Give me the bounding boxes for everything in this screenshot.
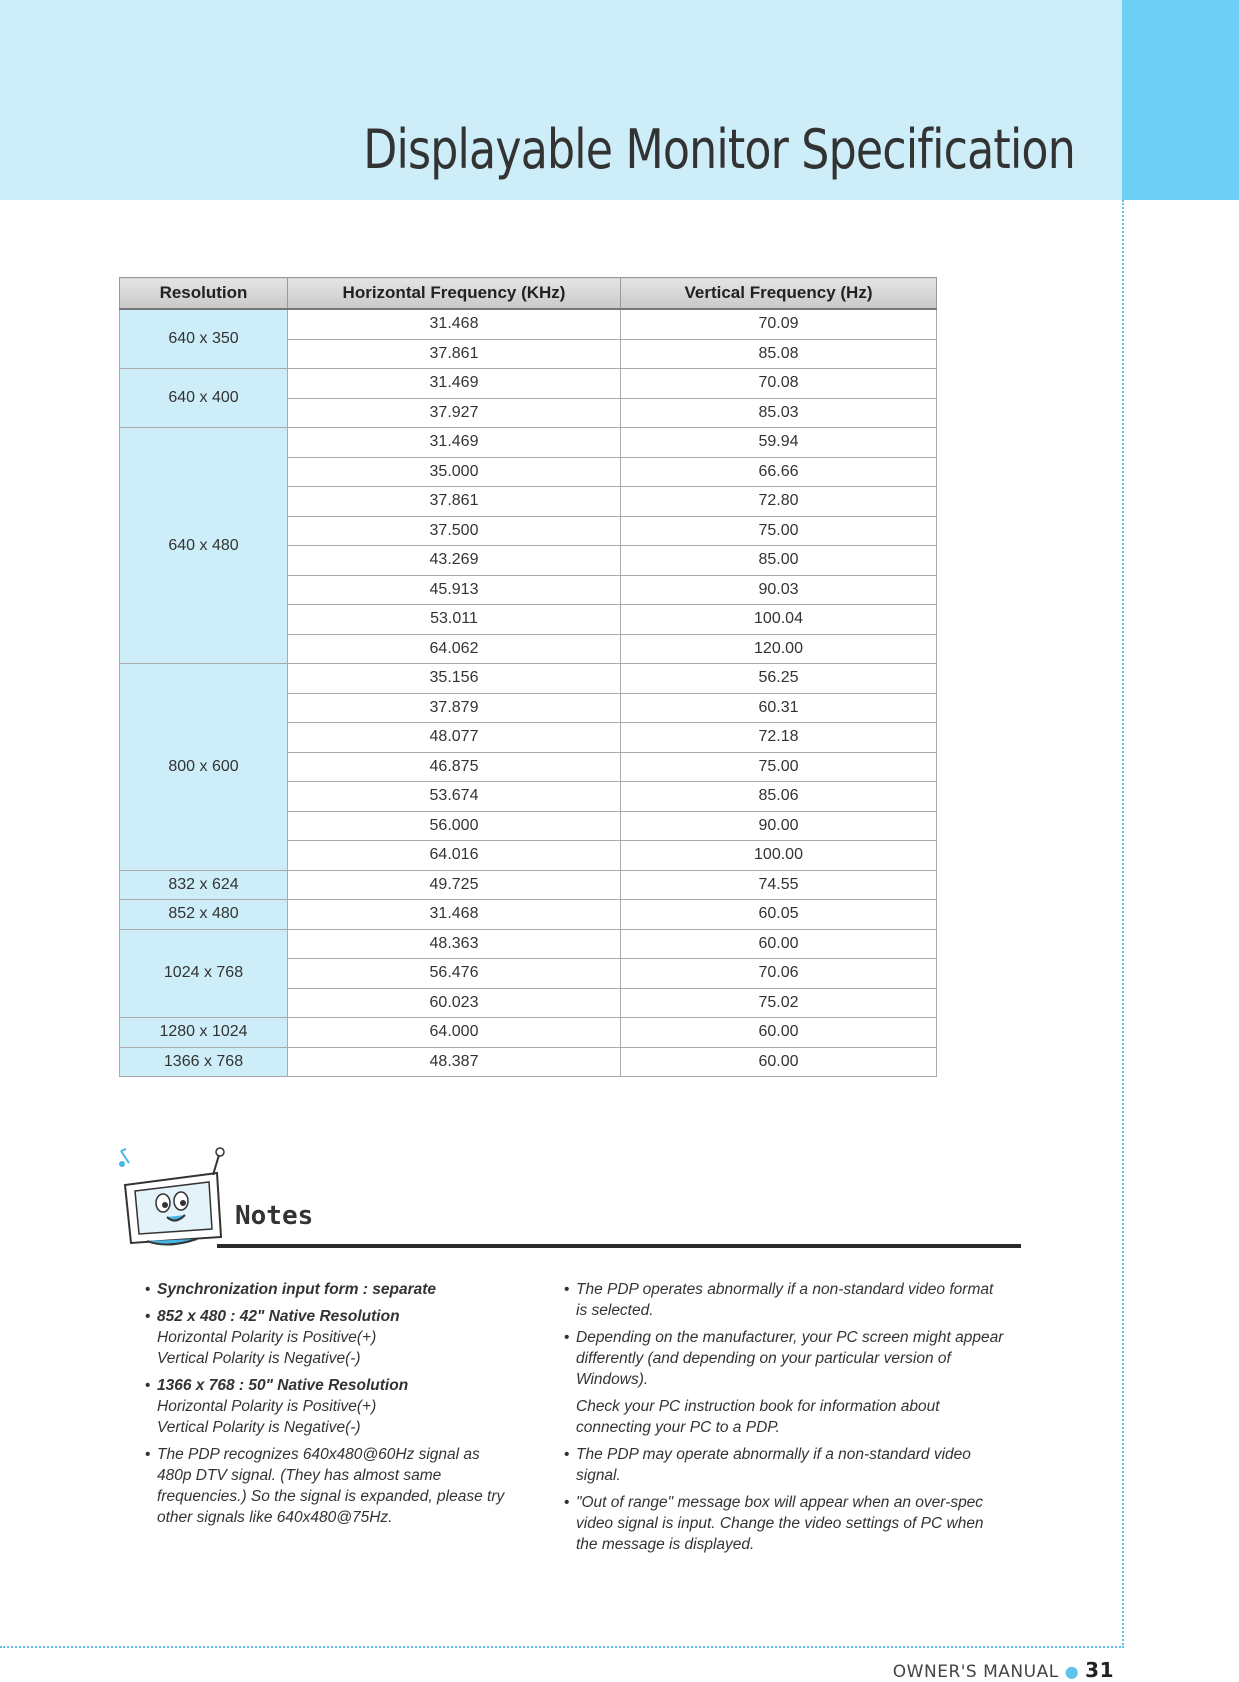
horizontal-frequency-cell: 48.363 [288, 929, 621, 959]
vertical-frequency-cell: 100.00 [621, 841, 937, 871]
vertical-frequency-cell: 60.00 [621, 929, 937, 959]
vertical-frequency-cell: 75.00 [621, 752, 937, 782]
horizontal-frequency-cell: 37.879 [288, 693, 621, 723]
vertical-frequency-cell: 90.03 [621, 575, 937, 605]
horizontal-frequency-cell: 37.500 [288, 516, 621, 546]
vertical-frequency-cell: 70.06 [621, 959, 937, 989]
page-title: Displayable Monitor Specification [363, 118, 1075, 181]
resolution-cell: 640 x 480 [120, 428, 288, 664]
vertical-frequency-cell: 85.06 [621, 782, 937, 812]
horizontal-frequency-cell: 35.000 [288, 457, 621, 487]
note-item [145, 1306, 515, 1369]
vertical-frequency-cell: 59.94 [621, 428, 937, 458]
horizontal-frequency-cell: 60.023 [288, 988, 621, 1018]
note-heading: 852 x 480 : 42" Native Resolution [157, 1308, 400, 1325]
horizontal-frequency-cell: 48.077 [288, 723, 621, 753]
notes-title: Notes [235, 1201, 314, 1231]
table-row [120, 900, 937, 930]
note-line: Vertical Polarity is Negative(-) [157, 1350, 361, 1367]
vertical-frequency-cell: 85.03 [621, 398, 937, 428]
resolution-cell: 1280 x 1024 [120, 1018, 288, 1048]
resolution-cell: 852 x 480 [120, 900, 288, 930]
horizontal-frequency-cell: 45.913 [288, 575, 621, 605]
horizontal-frequency-cell: 48.387 [288, 1047, 621, 1077]
note-item [145, 1279, 515, 1300]
page-footer [893, 1658, 1114, 1682]
vertical-frequency-cell: 100.04 [621, 605, 937, 635]
vertical-frequency-cell: 85.00 [621, 546, 937, 576]
horizontal-frequency-cell: 43.269 [288, 546, 621, 576]
note-line: Vertical Polarity is Negative(-) [157, 1419, 361, 1436]
vertical-frequency-cell: 85.08 [621, 339, 937, 369]
header-tab [1122, 0, 1239, 200]
right-dotted-border [1122, 200, 1124, 1648]
resolution-cell: 1366 x 768 [120, 1047, 288, 1077]
note-item [145, 1375, 515, 1438]
table-row [120, 870, 937, 900]
vertical-frequency-cell: 60.05 [621, 900, 937, 930]
horizontal-frequency-cell: 64.016 [288, 841, 621, 871]
page-number: 31 [1085, 1658, 1114, 1682]
tv-mascot-icon [117, 1145, 227, 1249]
vertical-frequency-cell: 120.00 [621, 634, 937, 664]
spec-table [119, 277, 937, 1077]
resolution-cell: 640 x 350 [120, 309, 288, 369]
horizontal-frequency-cell: 37.861 [288, 487, 621, 517]
note-heading: Synchronization input form : separate [157, 1281, 437, 1298]
table-row [120, 1018, 937, 1048]
vertical-frequency-cell: 70.08 [621, 369, 937, 399]
horizontal-frequency-cell: 31.469 [288, 369, 621, 399]
vertical-frequency-cell: 72.80 [621, 487, 937, 517]
table-row [120, 1047, 937, 1077]
note-item [564, 1327, 1004, 1438]
spec-table-body [120, 309, 937, 1077]
note-item [564, 1279, 1004, 1321]
note-item [564, 1444, 1004, 1486]
table-row [120, 664, 937, 694]
note-line: • The PDP operates abnormally if a non-standard video format is selected. [576, 1281, 994, 1319]
resolution-cell: 800 x 600 [120, 664, 288, 871]
vertical-frequency-cell: 60.00 [621, 1047, 937, 1077]
note-line: Check your PC instruction book for information about connecting your PC to a PDP. [576, 1398, 940, 1436]
vertical-frequency-cell: 60.00 [621, 1018, 937, 1048]
horizontal-frequency-cell: 64.062 [288, 634, 621, 664]
notes-right-column [564, 1279, 1004, 1561]
footer-label: OWNER'S MANUAL [892, 1662, 1059, 1682]
horizontal-frequency-cell: 35.156 [288, 664, 621, 694]
horizontal-frequency-cell: 31.468 [288, 900, 621, 930]
footer-bullet-icon: ● [1064, 1662, 1080, 1681]
note-line: • Depending on the manufacturer, your PC screen might appear differently (and depending on your particular version of Windows). [576, 1329, 1004, 1388]
horizontal-frequency-cell: 64.000 [288, 1018, 621, 1048]
table-row [120, 369, 937, 399]
note-item [145, 1444, 515, 1528]
vertical-frequency-cell: 66.66 [621, 457, 937, 487]
bottom-dotted-border [0, 1646, 1124, 1648]
vertical-frequency-cell: 90.00 [621, 811, 937, 841]
notes-divider [217, 1244, 1021, 1248]
horizontal-frequency-cell: 37.927 [288, 398, 621, 428]
header-resolution: Resolution [120, 278, 288, 310]
horizontal-frequency-cell: 53.674 [288, 782, 621, 812]
vertical-frequency-cell: 74.55 [621, 870, 937, 900]
horizontal-frequency-cell: 49.725 [288, 870, 621, 900]
note-line: Horizontal Polarity is Positive(+) [157, 1329, 377, 1346]
vertical-frequency-cell: 75.02 [621, 988, 937, 1018]
note-line: • "Out of range" message box will appear when an over-spec video signal is input. Change the video settings of PC when the message is displayed. [576, 1494, 984, 1553]
vertical-frequency-cell: 70.09 [621, 309, 937, 339]
horizontal-frequency-cell: 56.000 [288, 811, 621, 841]
horizontal-frequency-cell: 37.861 [288, 339, 621, 369]
vertical-frequency-cell: 60.31 [621, 693, 937, 723]
horizontal-frequency-cell: 46.875 [288, 752, 621, 782]
note-line: Horizontal Polarity is Positive(+) [157, 1398, 377, 1415]
note-item [564, 1492, 1004, 1555]
spec-table-header [120, 278, 937, 310]
horizontal-frequency-cell: 56.476 [288, 959, 621, 989]
note-line: • The PDP may operate abnormally if a non-standard video signal. [576, 1446, 971, 1484]
note-line: • The PDP recognizes 640x480@60Hz signal as 480p DTV signal. (They has almost same frequencies.) So the signal is expanded, please try other signals like 640x480@75Hz. [157, 1446, 505, 1526]
resolution-cell: 640 x 400 [120, 369, 288, 428]
notes-header [117, 1145, 1021, 1250]
table-row [120, 929, 937, 959]
horizontal-frequency-cell: 53.011 [288, 605, 621, 635]
table-row [120, 428, 937, 458]
vertical-frequency-cell: 75.00 [621, 516, 937, 546]
vertical-frequency-cell: 72.18 [621, 723, 937, 753]
header-horizontal-frequency: Horizontal Frequency (KHz) [288, 278, 621, 310]
note-heading: 1366 x 768 : 50" Native Resolution [157, 1377, 409, 1394]
table-row [120, 309, 937, 339]
notes-left-column [145, 1279, 515, 1534]
resolution-cell: 1024 x 768 [120, 929, 288, 1018]
resolution-cell: 832 x 624 [120, 870, 288, 900]
vertical-frequency-cell: 56.25 [621, 664, 937, 694]
header-vertical-frequency: Vertical Frequency (Hz) [621, 278, 937, 310]
horizontal-frequency-cell: 31.468 [288, 309, 621, 339]
horizontal-frequency-cell: 31.469 [288, 428, 621, 458]
